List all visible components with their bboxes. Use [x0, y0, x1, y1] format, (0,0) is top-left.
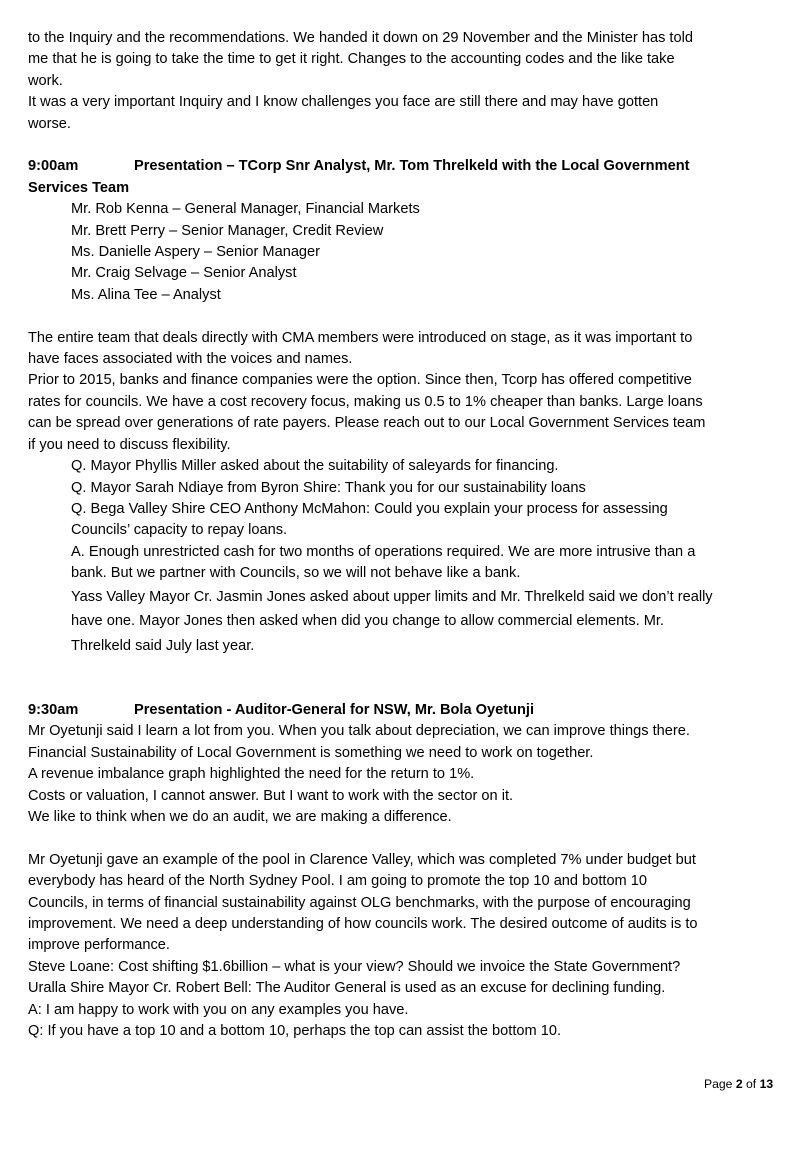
text-line: worse.: [28, 115, 71, 132]
qa-list: [28, 456, 786, 658]
page-number-footer: [704, 1077, 773, 1091]
text-line: have faces associated with the voices and names.: [28, 351, 353, 368]
spacer: [28, 658, 786, 700]
text-line: It was a very important Inquiry and I know challenges you face are still there and may have gotten: [28, 94, 659, 111]
section-title: Presentation - Auditor-General for NSW, Mr. Bola Oyetunji: [134, 702, 535, 719]
qa-line: A. Enough unrestricted cash for two months of operations required. We are more intrusive than a: [71, 543, 696, 560]
current-page-number: 2: [735, 1077, 743, 1091]
qa-line: Threlkeld said July last year.: [71, 637, 255, 654]
text-line: improvement. We need a deep understanding of how councils work. The desired outcome of audits is to: [28, 916, 698, 933]
qa-line: Yass Valley Mayor Cr. Jasmin Jones asked about upper limits and Mr. Threlkeld said we don’t really: [71, 588, 713, 605]
text-line: Uralla Shire Mayor Cr. Robert Bell: The Auditor General is used as an excuse for declining funding.: [28, 980, 666, 997]
section-heading: [28, 156, 786, 177]
qa-line: Q. Bega Valley Shire CEO Anthony McMahon: Could you explain your process for assessing: [71, 500, 668, 517]
text-line: We like to think when we do an audit, we are making a difference.: [28, 809, 452, 826]
spacer: [28, 828, 786, 849]
text-line: rates for councils. We have a cost recovery focus, making us 0.5 to 1% cheaper than banks. Large loans: [28, 393, 703, 410]
text-line: me that he is going to take the time to get it right. Changes to the accounting codes and the like take: [28, 51, 675, 68]
text-line: Steve Loane: Cost shifting $1.6billion – what is your view? Should we invoice the State Government?: [28, 958, 681, 975]
of-word: of: [746, 1077, 757, 1091]
section-body: [28, 328, 786, 456]
qa-line: Councils’ capacity to repay loans.: [71, 522, 288, 539]
qa-line: bank. But we partner with Councils, so we will not behave like a bank.: [71, 565, 521, 582]
section-auditor-general: [28, 700, 786, 1042]
intro-paragraph: [28, 28, 786, 135]
spacer: [28, 306, 786, 327]
section-body: [28, 721, 786, 828]
team-member: Mr. Rob Kenna – General Manager, Financial Markets: [71, 201, 420, 218]
qa-line: Q. Mayor Sarah Ndiaye from Byron Shire: Thank you for our sustainability loans: [71, 479, 586, 496]
section-title-continued: Services Team: [28, 179, 130, 196]
text-line: The entire team that deals directly with CMA members were introduced on stage, as it was important to: [28, 329, 693, 346]
text-line: Financial Sustainability of Local Government is something we need to work on together.: [28, 744, 594, 761]
section-title: Presentation – TCorp Snr Analyst, Mr. Tom Threlkeld with the Local Government: [134, 158, 690, 175]
text-line: Mr Oyetunji said I learn a lot from you. When you talk about depreciation, we can improve things there.: [28, 723, 690, 740]
text-line: Costs or valuation, I cannot answer. But I want to work with the sector on it.: [28, 787, 514, 804]
section-heading: [28, 700, 786, 721]
text-line: A revenue imbalance graph highlighted the need for the return to 1%.: [28, 766, 475, 783]
section-tcorp: [28, 156, 786, 658]
section-time: 9:30am: [28, 702, 79, 719]
text-line: Prior to 2015, banks and finance companies were the option. Since then, Tcorp has offered competitive: [28, 372, 692, 389]
text-line: Q: If you have a top 10 and a bottom 10, perhaps the top can assist the bottom 10.: [28, 1023, 562, 1040]
text-line: if you need to discuss flexibility.: [28, 436, 231, 453]
qa-line: have one. Mayor Jones then asked when did you change to allow commercial elements. Mr.: [71, 613, 664, 630]
text-line: can be spread over generations of rate payers. Please reach out to our Local Government Services team: [28, 415, 706, 432]
section-time: 9:00am: [28, 158, 79, 175]
text-line: Mr Oyetunji gave an example of the pool in Clarence Valley, which was completed 7% under budget but: [28, 851, 696, 868]
section-body-continued: [28, 850, 786, 1043]
team-member: Ms. Danielle Aspery – Senior Manager: [71, 244, 321, 261]
text-line: everybody has heard of the North Sydney Pool. I am going to promote the top 10 and bottom 10: [28, 873, 648, 890]
team-member: Mr. Craig Selvage – Senior Analyst: [71, 265, 297, 282]
spacer: [28, 135, 786, 156]
text-line: A: I am happy to work with you on any examples you have.: [28, 1001, 409, 1018]
text-line: improve performance.: [28, 937, 170, 954]
total-pages-number: 13: [759, 1077, 774, 1091]
text-line: Councils, in terms of financial sustainability against OLG benchmarks, with the purpose of encouraging: [28, 894, 691, 911]
team-member: Ms. Alina Tee – Analyst: [71, 286, 221, 303]
text-line: work.: [28, 72, 63, 89]
qa-line: Q. Mayor Phyllis Miller asked about the suitability of saleyards for financing.: [71, 458, 559, 475]
team-member: Mr. Brett Perry – Senior Manager, Credit Review: [71, 222, 384, 239]
document-page: [28, 28, 786, 1043]
text-line: to the Inquiry and the recommendations. We handed it down on 29 November and the Minister has told: [28, 30, 693, 46]
team-list: [28, 199, 786, 306]
page-word: Page: [704, 1077, 733, 1091]
